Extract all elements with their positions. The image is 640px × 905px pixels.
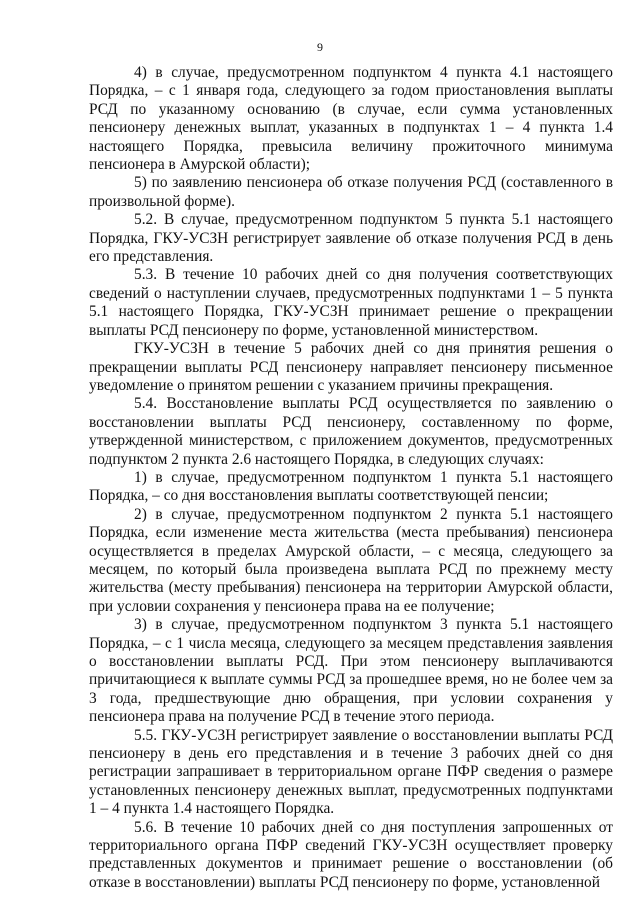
paragraph-5-4: 5.4. Восстановление выплаты РСД осуществляется по заявлению о восстановлении выплаты РСД пенсионеру, составленному по форме, утвержденной министерством, с приложением документов, предусмотренных подпунктом 2 пункта 2.6 настоящего Порядка, в следующих случаях: <box>89 395 613 468</box>
paragraph-5-2: 5.2. В случае, предусмотренном подпунктом 5 пункта 5.1 настоящего Порядка, ГКУ-УСЗН регистрирует заявление об отказе получения РСД в день его представления. <box>89 211 613 266</box>
paragraph-subitem-5: 5) по заявлению пенсионера об отказе получения РСД (составленного в произвольной форме). <box>89 174 613 210</box>
page-number: 9 <box>317 40 323 54</box>
body-text <box>89 64 613 892</box>
paragraph-5-3-notice: ГКУ-УСЗН в течение 5 рабочих дней со дня принятия решения о прекращении выплаты РСД пенсионеру направляет пенсионеру письменное уведомление о принятом решении с указанием причины прекращения. <box>89 340 613 394</box>
paragraph-5-4-case-2: 2) в случае, предусмотренном подпунктом 2 пункта 5.1 настоящего Порядка, если изменение места жительства (места пребывания) пенсионера осуществляется в пределах Амурской области, – с месяца, следующего за месяцем, по который была произведена выплата РСД по прежнему месту жительства (месту пребывания) пенсионера на территории Амурской области, при условии сохранения у пенсионера права на ее получение; <box>89 505 613 615</box>
paragraph-5-5: 5.5. ГКУ-УСЗН регистрирует заявление о восстановлении выплаты РСД пенсионеру в день его представления и в течение 3 рабочих дней со дня регистрации запрашивает в территориальном органе ПФР сведения о размере установленных пенсионеру денежных выплат, предусмотренных подпунктами 1 – 4 пункта 1.4 настоящего Порядка. <box>89 726 613 818</box>
paragraph-5-4-case-1: 1) в случае, предусмотренном подпунктом 1 пункта 5.1 настоящего Порядка, – со дня восстановления выплаты соответствующей пенсии; <box>89 468 613 505</box>
paragraph-5-3: 5.3. В течение 10 рабочих дней со дня получения соответствующих сведений о наступлении случаев, предусмотренных подпунктами 1 – 5 пункта 5.1 настоящего Порядка, ГКУ-УСЗН принимает решение о прекращении выплаты РСД пенсионеру по форме, установленной министерством. <box>89 266 613 339</box>
paragraph-subitem-4: 4) в случае, предусмотренном подпунктом 4 пункта 4.1 настоящего Порядка, – с 1 января года, следующего за годом приостановления выплаты РСД по указанному основанию (в случае, если сумма установленных пенсионеру денежных выплат, указанных в подпунктах 1 – 4 пункта 1.4 настоящего Порядка, превысила величину прожиточного минимума пенсионера в Амурской области); <box>89 64 613 174</box>
paragraph-5-6: 5.6. В течение 10 рабочих дней со дня поступления запрошенных от территориального органа ПФР сведений ГКУ-УСЗН осуществляет проверку представленных документов и принимает решение о восстановлении (об отказе в восстановлении) выплаты РСД пенсионеру по форме, установленной <box>89 818 613 891</box>
paragraph-5-4-case-3: 3) в случае, предусмотренном подпунктом 3 пункта 5.1 настоящего Порядка, – с 1 числа месяца, следующего за месяцем представления заявления о восстановлении выплаты РСД. При этом пенсионеру выплачиваются причитающиеся к выплате суммы РСД за прошедшее время, но не более чем за 3 года, предшествующие дню обращения, при условии сохранения у пенсионера права на получение РСД в течение этого периода. <box>89 616 613 726</box>
